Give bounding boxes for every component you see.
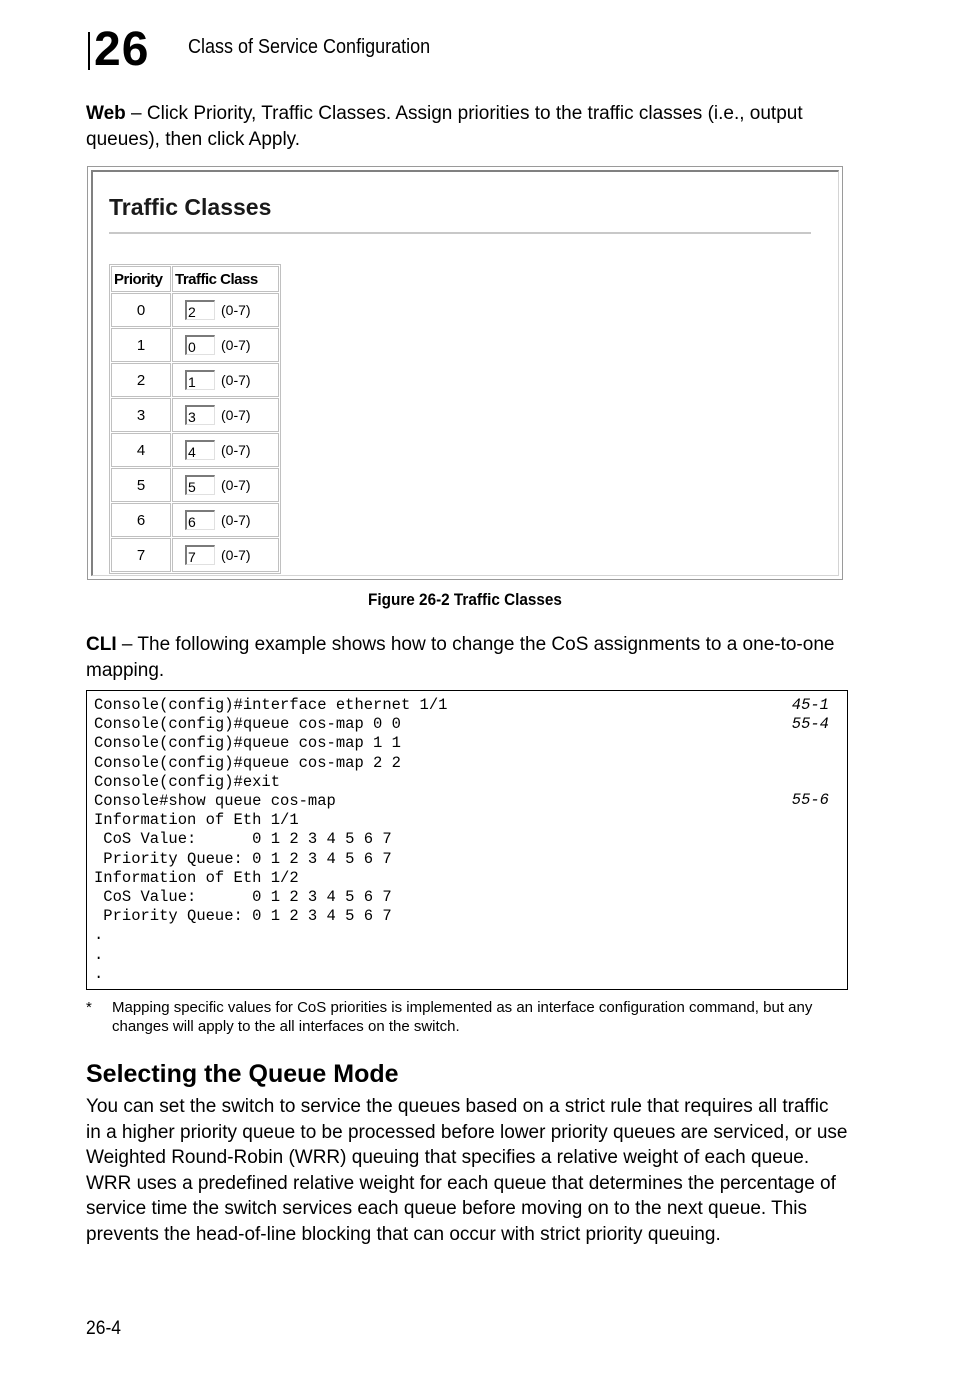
table-header-row xyxy=(111,266,279,292)
table-row xyxy=(111,398,279,432)
range-label: (0-7) xyxy=(221,512,251,528)
table-row xyxy=(111,328,279,362)
priority-cell: 1 xyxy=(111,328,171,362)
code-ref: 55-6 xyxy=(791,791,829,809)
code-line: Console(config)#queue cos-map 2 2 xyxy=(94,753,401,772)
priority-cell: 5 xyxy=(111,468,171,502)
code-ref: 45-1 xyxy=(791,696,829,714)
traffic-class-cell xyxy=(172,538,279,572)
traffic-class-table xyxy=(109,264,281,574)
priority-cell: 0 xyxy=(111,293,171,327)
range-label: (0-7) xyxy=(221,302,251,318)
traffic-class-cell xyxy=(172,293,279,327)
chapter-number: 26 xyxy=(94,23,150,76)
priority-cell: 3 xyxy=(111,398,171,432)
traffic-class-cell xyxy=(172,328,279,362)
traffic-class-cell xyxy=(172,468,279,502)
traffic-class-input[interactable]: 3 xyxy=(185,405,215,425)
traffic-class-input[interactable]: 0 xyxy=(185,335,215,355)
code-line: CoS Value: 0 1 2 3 4 5 6 7 xyxy=(94,888,392,906)
table-row xyxy=(111,363,279,397)
table-row xyxy=(111,433,279,467)
traffic-class-input[interactable]: 2 xyxy=(185,300,215,320)
cli-intro-paragraph xyxy=(86,632,846,683)
cli-intro-text: – The following example shows how to change the CoS assignments to a one-to-one mapping. xyxy=(86,634,835,681)
code-ref: 55-4 xyxy=(791,715,829,733)
web-intro-text: – Click Priority, Traffic Classes. Assign priorities to the traffic classes (i.e., output queues), then click Apply. xyxy=(86,103,803,150)
code-line: Priority Queue: 0 1 2 3 4 5 6 7 xyxy=(94,849,392,868)
panel-title-rule xyxy=(109,232,811,234)
web-lead: Web xyxy=(86,103,126,124)
web-intro-paragraph xyxy=(86,101,846,152)
traffic-class-cell xyxy=(172,398,279,432)
column-header-traffic-class: Traffic Class xyxy=(172,266,279,292)
code-line: CoS Value: 0 1 2 3 4 5 6 7 xyxy=(94,830,392,849)
figure-caption: Figure 26-2 Traffic Classes xyxy=(368,590,562,609)
footnote-mark: * xyxy=(86,999,92,1016)
table-row xyxy=(111,468,279,502)
table-row xyxy=(111,293,279,327)
table-row xyxy=(111,538,279,572)
range-label: (0-7) xyxy=(221,372,251,388)
traffic-class-input[interactable]: 4 xyxy=(185,440,215,460)
panel-title: Traffic Classes xyxy=(109,194,272,220)
range-label: (0-7) xyxy=(221,442,251,458)
range-label: (0-7) xyxy=(221,477,251,493)
code-line: Information of Eth 1/1 xyxy=(94,811,299,830)
page-number: 26-4 xyxy=(86,1318,121,1339)
range-label: (0-7) xyxy=(221,337,251,353)
section-body: You can set the switch to service the queues based on a strict rule that requires all traffic in a higher priority queue to be processed before lower priority queues are serviced, or use Weighted Round-Robin (WRR) queuing that specifies a relative weight of each queue. WRR uses a predefined relative weight for each queue that determines the percentage of service time the switch services each queue before moving on to the next queue. This prevents the head-of-line blocking that can occur with strict priority queuing. xyxy=(86,1096,848,1245)
code-line: Console(config)#interface ethernet 1/1 xyxy=(94,696,448,714)
chapter-title: Class of Service Configuration xyxy=(188,36,431,58)
priority-cell: 6 xyxy=(111,503,171,537)
code-line: Console(config)#queue cos-map 1 1 xyxy=(94,734,401,753)
traffic-classes-figure xyxy=(87,166,843,580)
table-row xyxy=(111,503,279,537)
code-line: . xyxy=(94,926,104,945)
cli-lead: CLI xyxy=(86,634,117,655)
traffic-class-cell xyxy=(172,503,279,537)
code-line: Console(config)#exit xyxy=(94,772,281,791)
code-line: Priority Queue: 0 1 2 3 4 5 6 7 xyxy=(94,907,392,926)
range-label: (0-7) xyxy=(221,407,251,423)
code-line: Console#show queue cos-map xyxy=(94,792,336,810)
traffic-class-cell xyxy=(172,363,279,397)
priority-cell: 2 xyxy=(111,363,171,397)
traffic-class-input[interactable]: 1 xyxy=(185,370,215,390)
column-header-priority: Priority xyxy=(111,266,171,292)
priority-cell: 4 xyxy=(111,433,171,467)
code-line: . xyxy=(94,964,104,983)
code-line: Information of Eth 1/2 xyxy=(94,868,299,887)
traffic-class-input[interactable]: 6 xyxy=(185,510,215,530)
traffic-class-input[interactable]: 5 xyxy=(185,475,215,495)
traffic-class-input[interactable]: 7 xyxy=(185,545,215,565)
priority-cell: 7 xyxy=(111,538,171,572)
cli-code-block xyxy=(86,690,848,990)
range-label: (0-7) xyxy=(221,547,251,563)
traffic-classes-panel xyxy=(91,170,839,576)
traffic-class-cell xyxy=(172,433,279,467)
footnote-text: Mapping specific values for CoS priorities is implemented as an interface configuration command, but any changes will apply to the all interfaces on the switch. xyxy=(112,999,813,1035)
code-line: . xyxy=(94,945,104,964)
code-line: Console(config)#queue cos-map 0 0 xyxy=(94,715,401,734)
section-heading: Selecting the Queue Mode xyxy=(86,1060,399,1088)
